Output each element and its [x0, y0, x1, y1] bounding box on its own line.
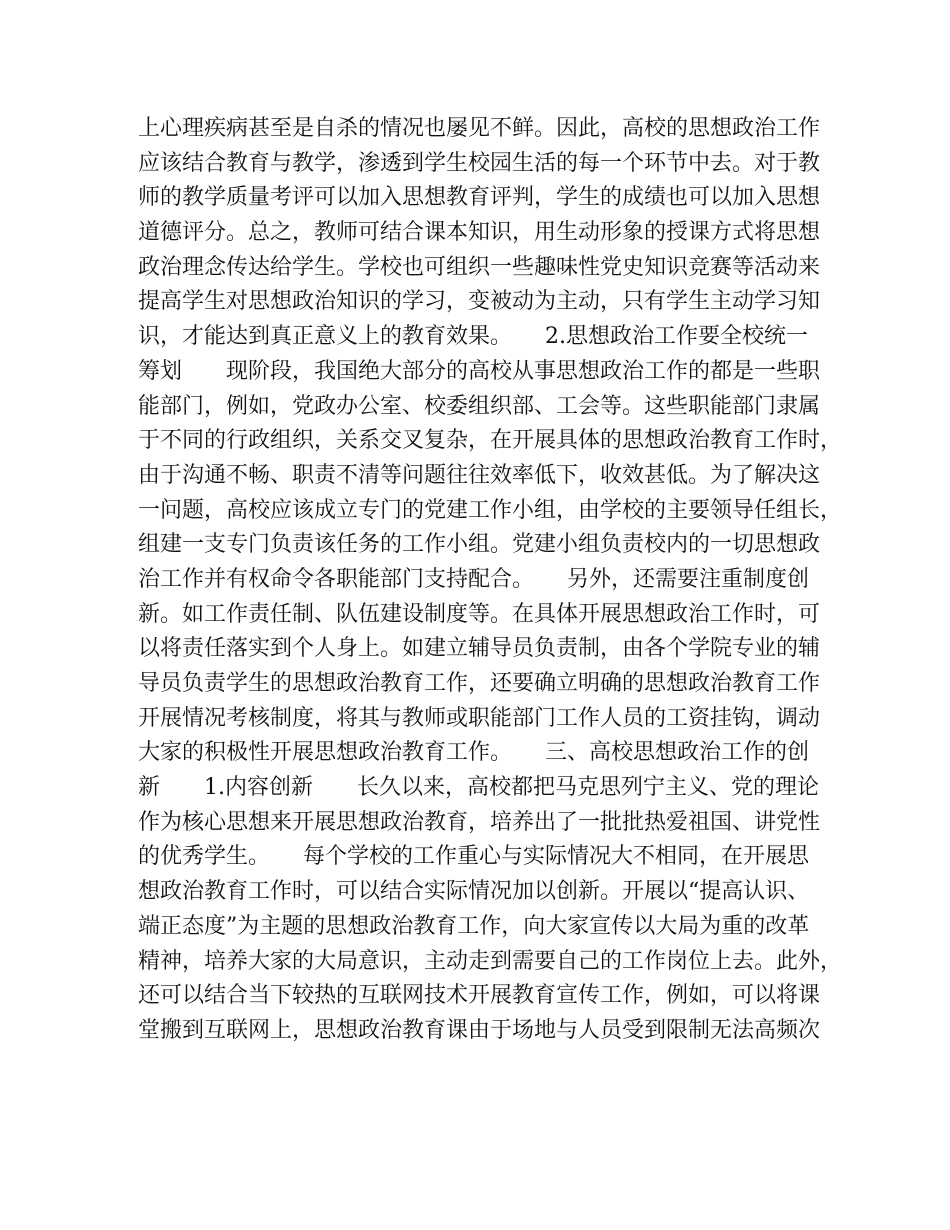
body-text — [138, 112, 843, 1049]
text-line: 端正态度”为主题的思想政治教育工作，向大家宣传以大局为重的改革 — [138, 913, 810, 939]
text-line: 筹划 现阶段，我国绝大部分的高校从事思想政治工作的都是一些职 — [138, 358, 821, 384]
text-line: 还可以结合当下较热的互联网技术开展教育宣传工作，例如，可以将课 — [138, 983, 821, 1009]
text-line: 作为核心思想来开展思想政治教育，培养出了一批批热爱祖国、讲党性 — [138, 809, 821, 835]
text-line: 新。如工作责任制、队伍建设制度等。在具体开展思想政治工作时，可 — [138, 601, 821, 627]
text-line: 师的教学质量考评可以加入思想教育评判，学生的成绩也可以加入思想 — [138, 185, 821, 211]
text-line: 提高学生对思想政治知识的学习，变被动为主动，只有学生主动学习知 — [138, 289, 821, 315]
text-line: 道德评分。总之，教师可结合课本知识，用生动形象的授课方式将思想 — [138, 220, 821, 246]
text-line: 上心理疾病甚至是自杀的情况也屡见不鲜。因此，高校的思想政治工作 — [138, 116, 821, 141]
text-line: 应该结合教育与教学，渗透到学生校园生活的每一个环节中去。对于教 — [138, 150, 821, 176]
text-line: 想政治教育工作时，可以结合实际情况加以创新。开展以“提高认识、 — [138, 879, 810, 905]
text-line: 以将责任落实到个人身上。如建立辅导员负责制，由各个学院专业的辅 — [138, 636, 821, 662]
text-line: 能部门，例如，党政办公室、校委组织部、工会等。这些职能部门隶属 — [138, 393, 821, 419]
text-line: 精神，培养大家的大局意识，主动走到需要自己的工作岗位上去。此外， — [138, 948, 843, 974]
text-line: 组建一支专门负责该任务的工作小组。党建小组负责校内的一切思想政 — [138, 532, 821, 558]
text-line: 堂搬到互联网上，思想政治教育课由于场地与人员受到限制无法高频次 — [138, 1017, 821, 1043]
text-line: 识，才能达到真正意义上的教育效果。 2.思想政治工作要全校统一 — [138, 324, 808, 350]
text-line: 政治理念传达给学生。学校也可组织一些趣味性党史知识竞赛等活动来 — [138, 254, 821, 280]
text-line: 由于沟通不畅、职责不清等问题往往效率低下，收效甚低。为了解决这 — [138, 462, 821, 488]
text-line: 新 1.内容创新 长久以来，高校都把马克思列宁主义、党的理论 — [138, 775, 819, 801]
text-line: 开展情况考核制度，将其与教师或职能部门工作人员的工资挂钩，调动 — [138, 705, 821, 731]
text-line: 大家的积极性开展思想政治教育工作。 三、高校思想政治工作的创 — [138, 740, 810, 766]
text-line: 于不同的行政组织，关系交叉复杂，在开展具体的思想政治教育工作时， — [138, 428, 843, 454]
text-line: 治工作并有权命令各职能部门支持配合。 另外，还需要注重制度创 — [138, 566, 810, 592]
text-line: 的优秀学生。 每个学校的工作重心与实际情况大不相同，在开展思 — [138, 844, 810, 870]
text-line: 一问题，高校应该成立专门的党建工作小组，由学校的主要领导任组长， — [138, 497, 843, 523]
text-line: 导员负责学生的思想政治教育工作，还要确立明确的思想政治教育工作 — [138, 671, 821, 696]
